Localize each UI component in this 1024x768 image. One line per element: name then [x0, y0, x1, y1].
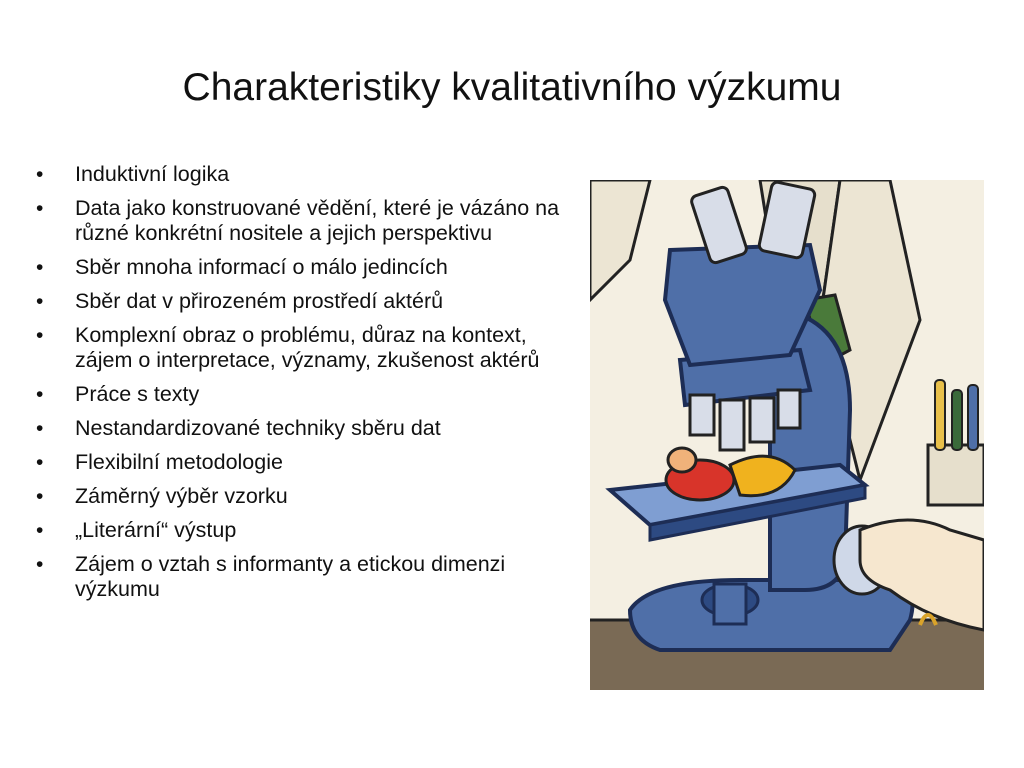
bullet-text: Induktivní logika [75, 162, 230, 186]
bullet-item [34, 382, 574, 407]
objective-lens-icon [690, 395, 714, 435]
bullet-icon: • [36, 163, 44, 186]
bullet-text: Sběr mnoha informací o málo jedincích [75, 255, 448, 279]
bullet-item [34, 289, 574, 314]
coat-pocket [928, 445, 984, 505]
bullet-item [34, 255, 574, 280]
bullet-icon: • [36, 451, 44, 474]
bullet-text: Data jako konstruované vědění, které je vázáno na různé konkrétní nositele a jejich perspektivu [75, 196, 560, 245]
objective-lens-icon [750, 398, 774, 442]
bullet-list [34, 162, 574, 611]
bullet-icon: • [36, 417, 44, 440]
bullet-icon: • [36, 197, 44, 220]
bullet-icon: • [36, 485, 44, 508]
microscope-foot-post [714, 584, 746, 624]
bullet-item [34, 323, 574, 373]
bullet-icon: • [36, 383, 44, 406]
bullet-item [34, 162, 574, 187]
bullet-text: Flexibilní metodologie [75, 450, 283, 474]
objective-lens-icon [778, 390, 800, 428]
bullet-text: Zájem o vztah s informanty a etickou dimenzi výzkumu [75, 552, 506, 601]
bullet-item [34, 484, 574, 509]
bullet-item [34, 196, 574, 246]
slide-title: Charakteristiky kvalitativního výzkumu [182, 66, 842, 109]
bullet-text: Záměrný výběr vzorku [75, 484, 288, 508]
pen-icon [952, 390, 962, 450]
bullet-item [34, 518, 574, 543]
bullet-icon: • [36, 519, 44, 542]
bullet-text: Sběr dat v přirozeném prostředí aktérů [75, 289, 444, 313]
microscope-illustration [590, 180, 984, 690]
bullet-text: Nestandardizované techniky sběru dat [75, 416, 441, 440]
objective-lens-icon [720, 400, 744, 450]
bullet-icon: • [36, 324, 44, 347]
bullet-item [34, 450, 574, 475]
pen-icon [968, 385, 978, 450]
bullet-text: Komplexní obraz o problému, důraz na kontext, zájem o interpretace, významy, zkušenost aktérů [75, 323, 540, 372]
bullet-item [34, 416, 574, 441]
tiny-figure-head [668, 448, 696, 472]
bullet-item [34, 552, 574, 602]
bullet-text: Práce s texty [75, 382, 200, 406]
bullet-icon: • [36, 553, 44, 576]
bullet-text: „Literární“ výstup [75, 518, 237, 542]
bullet-icon: • [36, 256, 44, 279]
pen-icon [935, 380, 945, 450]
bullet-icon: • [36, 290, 44, 313]
